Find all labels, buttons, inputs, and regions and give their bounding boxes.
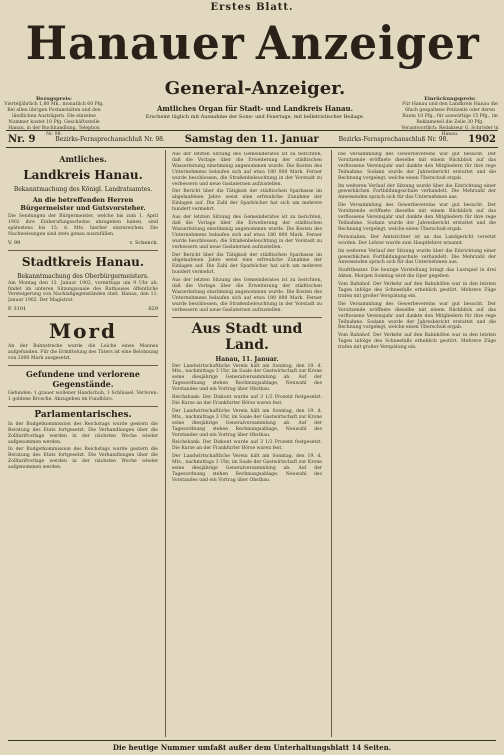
issue-info-bar [8, 132, 496, 146]
masthead [20, 14, 484, 72]
dateline: Hanau, 11. Januar. [215, 355, 279, 363]
column-right [338, 152, 496, 737]
signature: v. Schenck. [129, 239, 158, 246]
article-text: Der Landwirtschaftliche Verein hält am Sonntag, den 19. d. Mts., nachmittags 3 Uhr, im Saale der Gastwirtschaft zur Krone seine diesjährige Generalversammlung ab. Auf der Tagesordnung stehen Rechnungsablage, Neuwahl des Vorstandes und ein Vortrag über Obstbau. [172, 408, 322, 438]
top-rule [6, 130, 498, 131]
section-heading: Stadtkreis Hanau. [21, 254, 145, 269]
divider [8, 250, 158, 251]
column-divider [331, 150, 332, 737]
article-text: Der Landwirtschaftliche Verein hält am Sonntag, den 19. d. Mts., nachmittags 3 Uhr, im Saale der Gastwirtschaft zur Krone seine diesjährige Generalversammlung ab. Auf der Tagesordnung stehen Rechnungsablage, Neuwahl des Vorstandes und ein Vortrag über Obstbau. [172, 363, 322, 393]
article-text: Aus der letzten Sitzung des Gemeinderates ist zu berichten, daß die Vorlage über die Erweiterung der städtischen Wasserleitung einstimmig angenommen wurde. Die Kosten des Unternehmens belaufen sich auf etwa 180 000 Mark. Ferner wurde beschlossen, die Straßenbeleuchtung in der Vorstadt zu verbessern und neue Gaslaternen aufzustellen. [172, 152, 322, 187]
notice-text: Gefunden: 1 grauer wollener Handschuh, 1 Schlüssel. Verloren: 1 goldene Brosche. Abzugeben im Fundbüro. [8, 390, 158, 402]
article-text: Die Versammlung des Gewerbevereins war gut besucht. Der Vorsitzende eröffnete dieselbe mit einem Rückblick auf das verflossene Vereinsjahr und dankte den Mitgliedern für ihre rege Teilnahme. Sodann wurde der Jahresbericht erstattet und die Rechnung vorgelegt, welche einen Überschuß ergab. [338, 301, 496, 331]
article-text: Reichsbank: Der Diskont wurde auf 3 1/2 Prozent festgesetzt. Die Kurse an der Frankfurter Börse waren fest. [172, 440, 322, 452]
article-text: Der Bericht über die Tätigkeit der städtischen Sparkasse im abgelaufenen Jahre weist eine erfreuliche Zunahme der Einlagen auf. Die Zahl der Sparbücher hat sich um mehrere hundert vermehrt. [172, 189, 322, 213]
issue-number: Nr. 9 [8, 133, 36, 145]
section-heading: Amtliches. [59, 154, 107, 164]
section-heading: Landkreis Hanau. [23, 168, 143, 182]
article-text: Im weiteren Verlauf der Sitzung wurde über die Einrichtung einer gewerblichen Fortbildungsschule verhandelt. Die Mehrzahl der Anwesenden sprach sich für das Unternehmen aus. [338, 183, 496, 201]
section-heading: Gefundene und verlorene Gegenstände. [26, 368, 140, 389]
signature-line [8, 240, 158, 247]
phone-left: Bezirks-Fernsprechanschluß Nr. 98. [55, 135, 165, 143]
subscription-text: Vierteljährlich 1,80 Mk., monatlich 60 Pfg. Bei allen übrigen Postanstalten und den ländlichen Austrägern. Die einzelne Nummer kostet 10 Pfg. Geschäftsstelle Hanau, in der Buchhandlung, Telephon Nr. 98. [4, 102, 104, 137]
article-text: Personalien. Der Amtsrichter ist an das Landgericht versetzt worden. Der Lehrer wurde zum Hauptlehrer ernannt. [338, 234, 496, 246]
masthead-left-word: Hanauer [25, 16, 245, 70]
issue-year: 1902 [468, 133, 496, 145]
notice-heading: Bekanntmachung des Königl. Landratsamtes. [13, 186, 153, 193]
article-text: Vom Bahnhof. Der Verkehr auf den Bahnhöfen war in den letzten Tagen infolge des Schneefalls erheblich gestört. Mehrere Züge trafen mit großer Verspätung ein. [338, 282, 496, 299]
article-text: Die Versammlung des Gewerbevereins war gut besucht. Der Vorsitzende eröffnete dieselbe mit einem Rückblick auf das verflossene Vereinsjahr und dankte den Mitgliedern für ihre rege Teilnahme. Sodann wurde der Jahresbericht erstattet und die Rechnung vorgelegt, welche einen Überschuß ergab. [338, 203, 496, 232]
subtitle: General-Anzeiger. [164, 78, 346, 99]
bottom-rule [6, 147, 498, 148]
murder-heading: Mord [49, 319, 117, 344]
signature-line [8, 306, 158, 313]
article-text: Stadttheater. Die heutige Vorstellung bringt das Lustspiel in drei Akten. Morgen Sonntag wird die Oper gegeben. [338, 268, 496, 280]
reference-number: 629 [148, 306, 158, 313]
article-text: Im weiteren Verlauf der Sitzung wurde über die Einrichtung einer gewerblichen Fortbildungsschule verhandelt. Die Mehrzahl der Anwesenden sprach sich für das Unternehmen aus. [338, 248, 496, 266]
article-text: Die Versammlung des Gewerbevereins war gut besucht. Der Vorsitzende eröffnete dieselbe mit einem Rückblick auf das verflossene Vereinsjahr und dankte den Mitgliedern für ihre rege Teilnahme. Sodann wurde der Jahresbericht erstattet und die Rechnung vorgelegt, welche einen Überschuß ergab. [338, 152, 496, 181]
article-text: Der Landwirtschaftliche Verein hält am Sonntag, den 19. d. Mts., nachmittags 3 Uhr, im Saale der Gastwirtschaft zur Krone seine diesjährige Generalversammlung ab. Auf der Tagesordnung stehen Rechnungsablage, Neuwahl des Vorstandes und ein Vortrag über Obstbau. [172, 454, 322, 483]
divider [8, 316, 158, 317]
masthead-right-word: Anzeiger [256, 16, 481, 70]
article-text: Reichsbank: Der Diskont wurde auf 3 1/2 Prozent festgesetzt. Die Kurse an der Frankfurter Börse waren fest. [172, 395, 322, 406]
tagline: Amtliches Organ für Stadt- und Landkreis Hanau. [156, 104, 354, 113]
column-middle [172, 152, 322, 737]
phone-right: Bezirks-Fernsprechanschluß Nr. 98. [338, 135, 449, 143]
advertising-title: Einrückungspreis: [424, 96, 476, 102]
notice-heading: An die betreffenden Herren Bürgermeister und Gutsvorsteher. [20, 196, 146, 212]
notice-heading: Bekanntmachung des Oberbürgermeisters. [17, 272, 149, 280]
section-heading: Aus Stadt und Land. [191, 320, 303, 353]
column-left [8, 152, 158, 737]
advertising-text: Für Hanau und den Landkreis Hanau die 6fach gespaltene Petitzeile oder deren Raum 10 Pfg., für auswärtige 15 Pfg., im Reklameteil die Zeile 30 Pfg. Verantwortlich: Redakteur G. Schröder in Hanau. [401, 102, 499, 137]
article-text: Aus der letzten Sitzung des Gemeinderates ist zu berichten, daß die Vorlage über die Erweiterung der städtischen Wasserleitung einstimmig angenommen wurde. Die Kosten des Unternehmens belaufen sich auf etwa 180 000 Mark. Ferner wurde beschlossen, die Straßenbeleuchtung in der Vorstadt zu verbessern und neue Gaslaternen aufzustellen. [172, 278, 322, 313]
notice-text: Die Sendungen der Bürgermeister, welche bis zum 1. April 1902 ihre Einberufungsscheine abzugeben haben, sind spätestens bis 15. d. Mts. hierher einzureichen. Die Nachweisungen sind stets genau auszufüllen. [8, 214, 158, 237]
notice-text: Am Montag den 13. Januar 1902, vormittags um 9 Uhr ab, findet im unteren Sitzungssaale des Rathauses öffentliche Versteigerung von Nachlaßgegenständen statt. Hanau, den 11. Januar 1902. Der Magistrat. [8, 280, 158, 304]
divider [172, 317, 322, 318]
divider [8, 365, 158, 366]
notice-text: An der Bahnstrecke wurde die Leiche eines Mannes aufgefunden. Für die Ermittelung des Täters ist eine Belohnung von 2000 Mark ausgesetzt. [8, 344, 158, 362]
subscription-title: Bezugspreis: [35, 96, 73, 102]
article-text: Vom Bahnhof. Der Verkehr auf den Bahnhöfen war in den letzten Tagen infolge des Schneefalls erheblich gestört. Mehrere Züge trafen mit großer Verspätung ein. [338, 333, 496, 351]
publication-note: Erscheint täglich mit Ausnahme der Sonn- und Feiertage, mit belletristischer Beilage. [145, 114, 365, 120]
article-text: In der Budgetkommission des Reichstags wurde gestern die Beratung des Etats fortgesetzt. Die Verhandlungen über die Zolltarifvorlage werden in der nächsten Woche wieder aufgenommen werden. [8, 447, 158, 471]
section-heading: Parlamentarisches. [34, 409, 132, 420]
article-text: In der Budgetkommission des Reichstags wurde gestern die Beratung des Etats fortgesetzt. Die Verhandlungen über die Zolltarifvorlage werden in der nächsten Woche wieder aufgenommen werden. [8, 421, 158, 445]
page-footer: Die heutige Nummer umfaßt außer dem Unterhaltungsblatt 14 Seiten. [8, 740, 496, 752]
reference-number: P. 3101 [8, 306, 27, 313]
column-divider [165, 150, 166, 737]
edition-label: Erstes Blatt. [210, 2, 294, 13]
issue-date: Samstag den 11. Januar [184, 133, 319, 145]
article-text: Aus der letzten Sitzung des Gemeinderates ist zu berichten, daß die Vorlage über die Erweiterung der städtischen Wasserleitung einstimmig angenommen wurde. Die Kosten des Unternehmens belaufen sich auf etwa 180 000 Mark. Ferner wurde beschlossen, die Straßenbeleuchtung in der Vorstadt zu verbessern und neue Gaslaternen aufzustellen. [172, 215, 322, 250]
divider [8, 406, 158, 407]
article-text: Der Bericht über die Tätigkeit der städtischen Sparkasse im abgelaufenen Jahre weist eine erfreuliche Zunahme der Einlagen auf. Die Zahl der Sparbücher hat sich um mehrere hundert vermehrt. [172, 252, 322, 276]
reference-number: V. 99 [8, 239, 21, 246]
